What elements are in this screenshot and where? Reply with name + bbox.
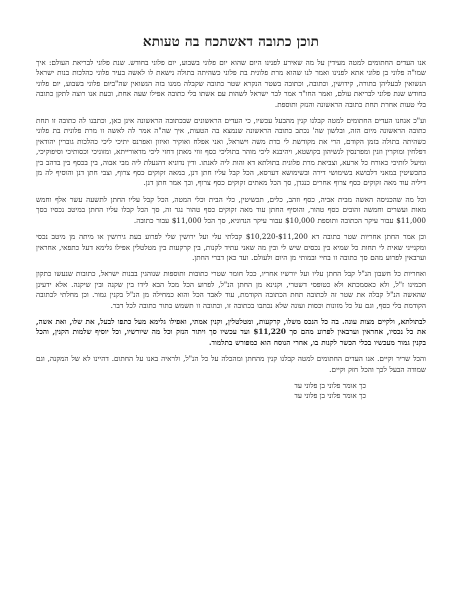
paragraph-obligations: לבתולתא, ולקיים מצות עונה. בה כל הנכס משלו, קרקעות, ומטלטלין, וקנין אמתי, ואפילו גלימא מעל כתפו לבעל, את שלו, ואת אשה, את כל נכסיו, אחראין וערבאין לפרוע מהם סך $11,220 ועד עכשיו סך ויתור הנזק וכל מה שיורשיו, וכל יוסיף שלמות הקנין, והכל בקנין גמור מעכשיו בכלי הכשר לקנות בו, אחרי הנוסח הוא כמפורש בתלמוד.: [36, 316, 427, 347]
witness-signature-line: כך אומר פלוני בן פלוני עד: [294, 391, 366, 401]
paragraph-groom-liability: וכן אמר החתן אחריות שטר כתובה דא $11,200-$10,220 קבלתי עלי ועל ירושין שלי לפרוע בעת גירושין או מיתה מן מיטב נכסי ומקנייני שאית לי תחות כל שמיא בין נכסים שיש לי ובין מה שאני עתיד לקנות, בין קרקעות בין מטלטלין אפילו גלימא דעל כתפאי, אחראין וערבאין לפרוע מהם סך כתובה זו בחיי ובמותי מן היום ולעולם. ועד כאן דברי החתן.: [36, 232, 427, 262]
document-title: תוכן כתובה דאשתכח בה טעותא: [142, 34, 320, 50]
paragraph-closing: והכל שריר וקיים. אנו העדים החתומים למטה קבלנו קנין מהחתן ומהכלה על כל הנ"ל, ולראיה באנו על החתום. דהיינו לא של המקנה, וגם שמודה הבעל לכך והכל חזק וקיים.: [36, 354, 426, 374]
paragraph-dowry: וכל מה שהכניסה האשה מבית אביה, כסף וזהב, כלים, תכשיטין, כלי הבית וכלי המטה, הכל קבל עליו החתן לתשעה עשר אלף וחמש מאות ועשרים וחמשה זהובים כסף טהור, והוסיף החתן עוד מאה זקוקים כסף טהור נגד זה, סך הכל קבלו עליו החתן במיטב נכסיו בסך $11,000 עבור עיקר הכתובה ותוספת $10,000 עבור עיקר הנדוניא, סך הכל $11,000 עבור כתובה.: [36, 194, 426, 225]
signature-block: [36, 381, 426, 402]
paragraph-testimony: אנו העדים החתומים למטה מעידין על מה שאירע לפנינו היום שהוא יום פלוני בשבוע, יום פלוני בחודש. שנת פלוני לבריאת העולם: איך שמו"ה פלוני בן פלוני אתא לפנינו ואמר לנו שהוא מרת פלונית בת פלוני כשהיתה בתולה נישאת לו לאשה בעיר פלוני כהלכות בנות ישראל הנשואין לבעליהן בתורה, קידושין, וכתובה, וכתובה בשטר הנקרא שטר כתובה שקבלה ממנו בזה הנשואין שה"ביום פלוני בשבוע, יום פלוני בחודש שנת פלוני לבריאת עולם, ואמר החו"ד אמר לבר ישראל לשהות עם אשתו בלי כתובה אפילו שעה אחת, וכעת אנו רוצה לתקן כתובה בלי טעות אחרת תחת כתובה הראשונה והנזק ותוספת.: [36, 58, 426, 109]
paragraph-responsibility: ואחריות כל חשבון הנ"ל קבל החתן עליו ועל יורשיו אחריו, ככל חומר שטרי כתובות ותוספות שנוהגין בבנות ישראל, כתובות שנעשו כתקון חכמינו ז"ל, ולא כאסמכתא ולא כטופסי דשטרי, וקנינא מן החתן הנ"ל, לפרוע הכל מכל הבא לידו בין שקנה ובין שיקנה. אלא ידעינן שהאשה הנ"ל קבלה את שטר זה לכתובה תחת הכתובה הקודמת, עוד לאבד הכל והוא כמחילה מן הנ"ל בקנין גמור. וכן מחלתי לכתובה הקודמת בלי כסף, וגם על כל מזונות וכסות ועונה שלא נכתבו בכתובה זו, וכתובה זו תשמש בתור כתובה לכל דבר.: [36, 269, 426, 310]
paragraph-kinyan: וע"כ אנחנו העדים החתומים למטה קבלנו קנין מהבעל עכשיו, כי העדים הראשונים שבכתובה הראשונה אינן כאן, וכתבנו לה כתובה זו תחת כתובה הראשונה מיום הזה, ובלשון שה' נכתב כתובה הראשונה שנמצא בה הטעות, איך שה"ה אמר לה לאשה זו מרת פלונית בת פלוני כשהיתה בתולה בזמן הקודם, הרי את מקודשת לי כדת משה וישראל, ואני אפלח ואוקיר ואיזון ואפרנס יתיכי ליכי כהלכות גוברין יהודאין דפלחין ומוקרין וזנין ומפרנסין לנשיהון בקושטא, ויהיבנא ליכי מוהר בתוליכי כסף זוזי מאתן דחזי ליכי מדאורייתא, ומזוניכי וכסותיכי וסיפוקיכי, ומיעל לותיכי כאורח כל ארעא, וצביאת מרת פלונית בתולתא דא והות ליה לאנתו. ודין נדוניא דהנעלת ליה מבי אבוה, בין בכסף בין בדהב בין בתכשיטין במאני דלבושא בשימושי דירה ובשימושא דערסא, הכל קבל עליו חתן דנן, במאה זקוקים כסף צרוף, וצבי חתן דנן והוסיף לה מן דיליה עוד מאה זקוקים כסף צרוף אחרים כנגדן, סך הכל מאתים זקוקים כסף צרוף, וכך אמר חתן דנן.: [36, 116, 426, 188]
witness-signature-line: כך אומר פלוני בן פלוני עד: [294, 380, 366, 390]
